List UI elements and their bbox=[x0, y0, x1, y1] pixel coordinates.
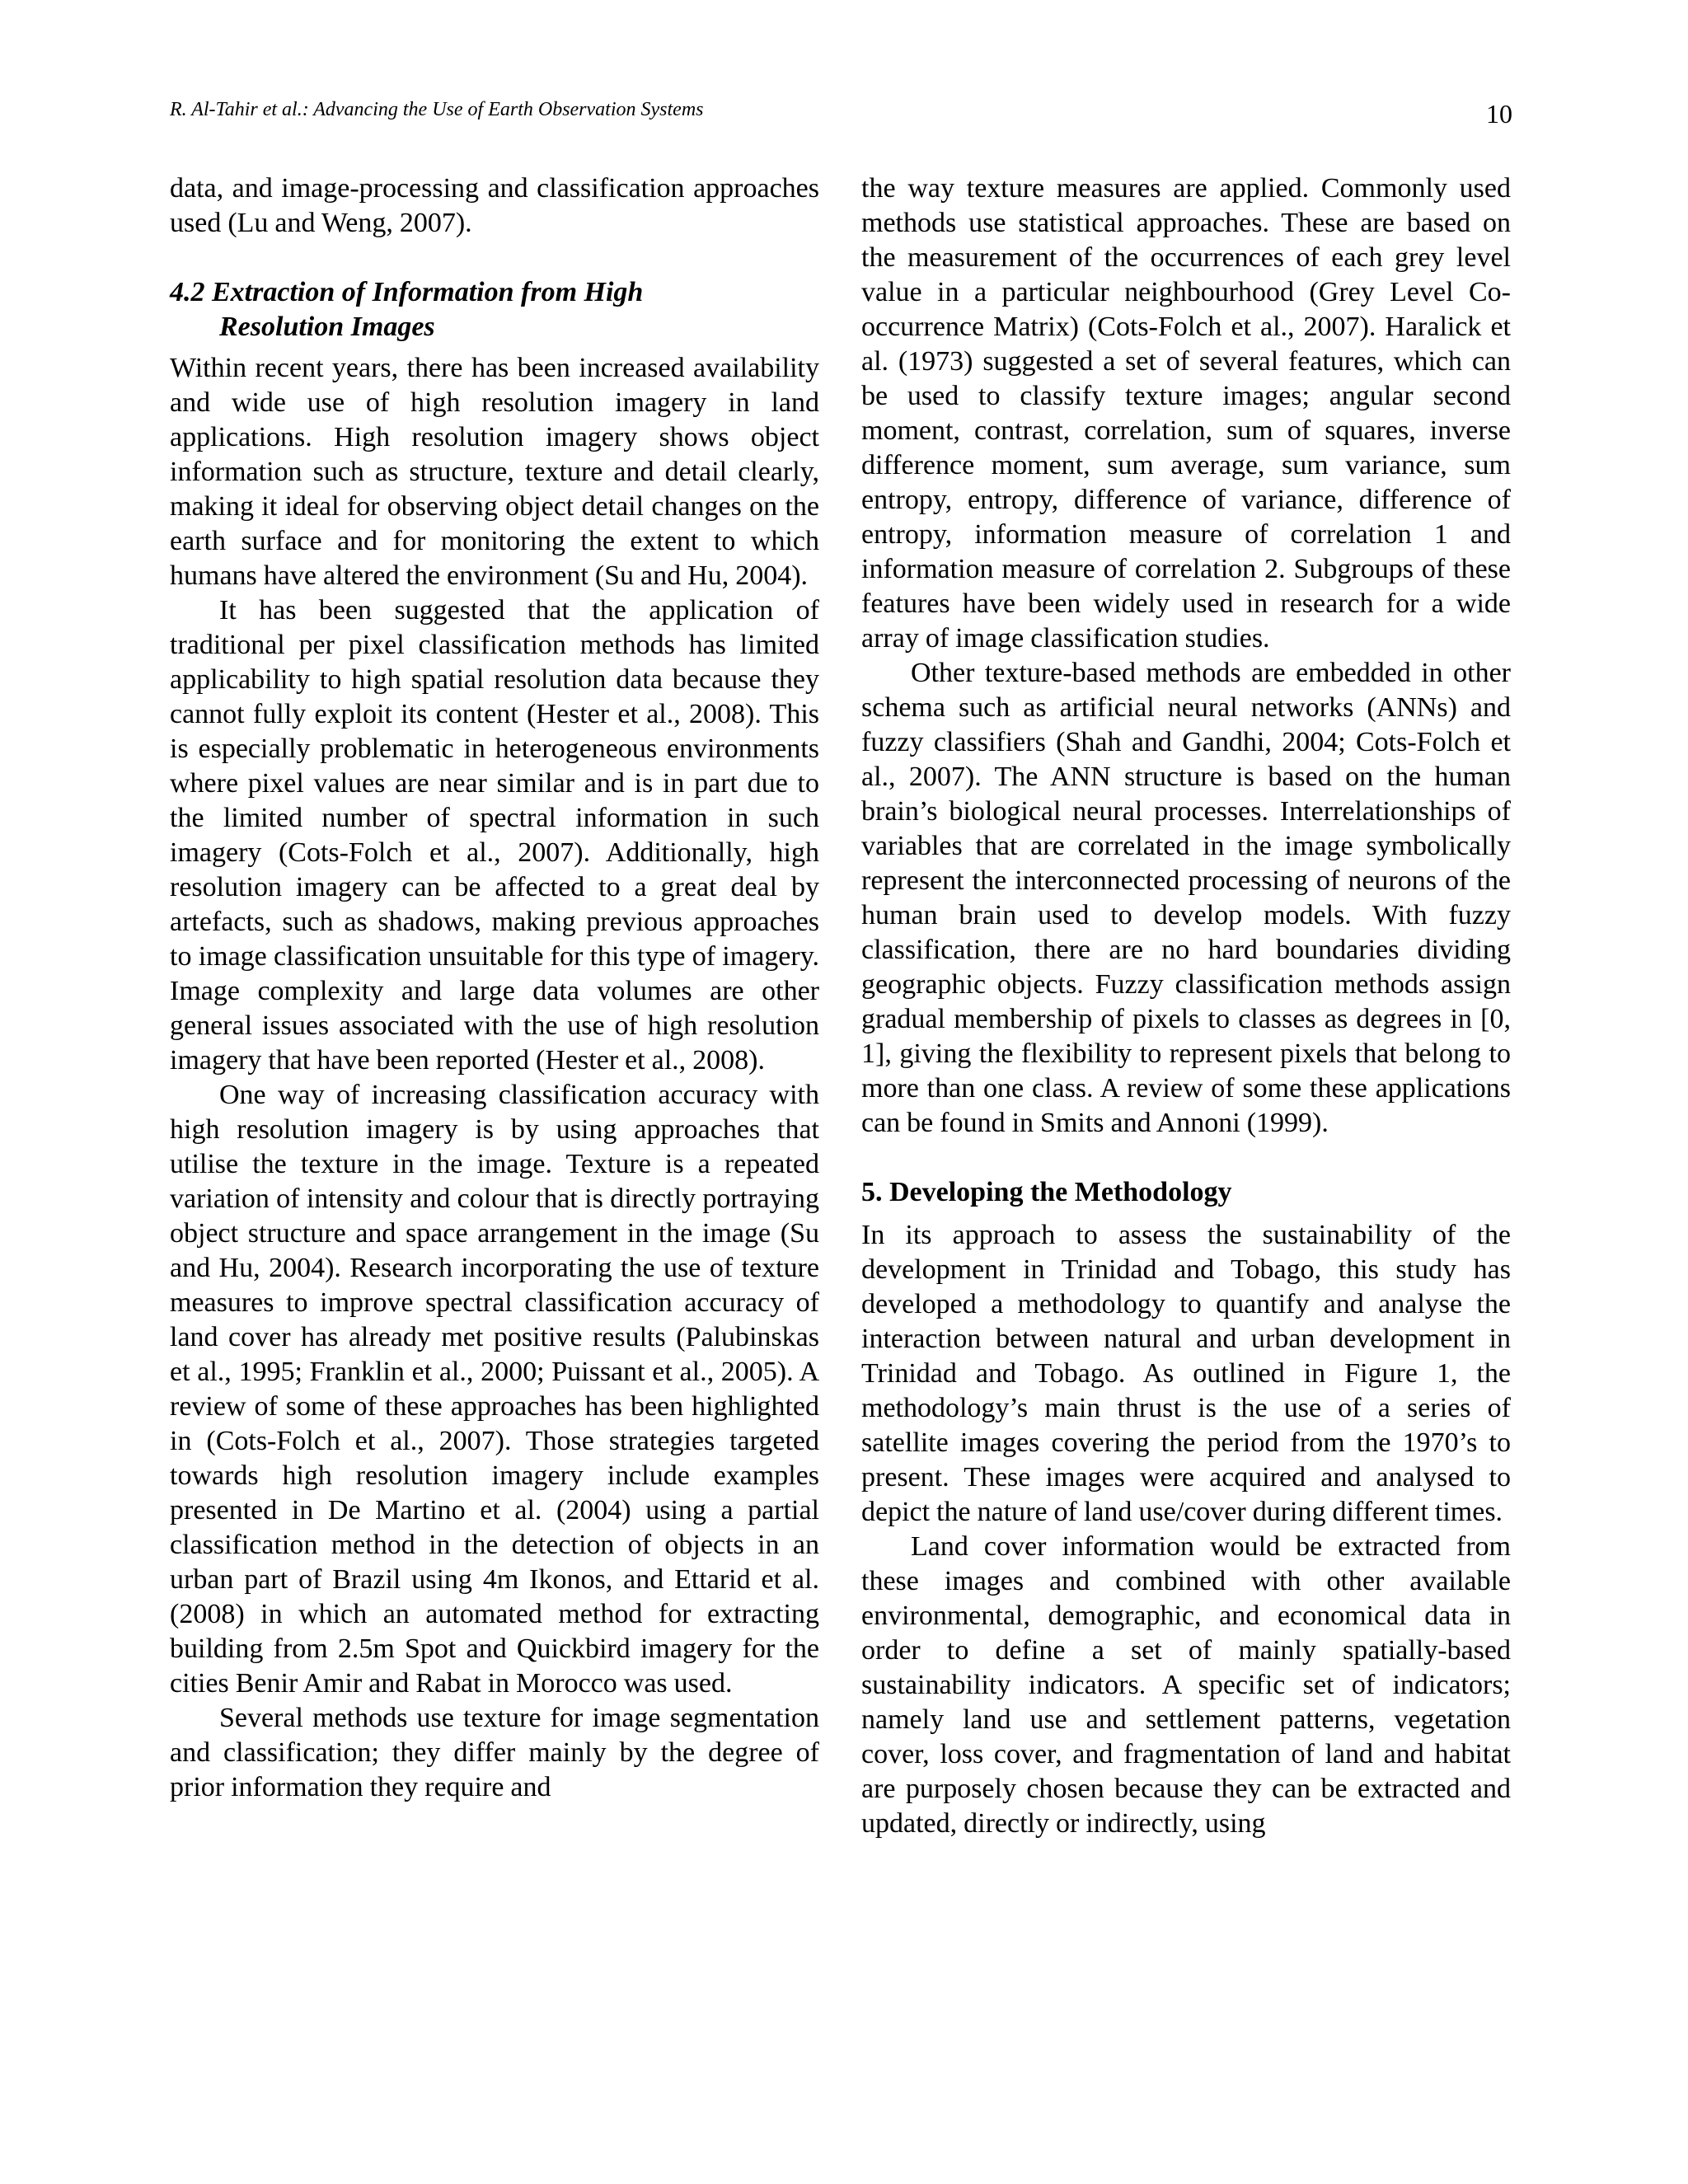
paragraph: One way of increasing classification accuracy with high resolution imagery is by using approaches that utilise the texture in the image. Texture is a repeated variation of intensity and colour that is directly portraying object structure and space arrangement in the image (Su and Hu, 2004). Research incorporating the use of texture measures to improve spectral classification accuracy of land cover has already met positive results (Palubinskas et al., 1995; Franklin et al., 2000; Puissant et al., 2005). A review of some of these approaches has been highlighted in (Cots-Folch et al., 2007). Those strategies targeted towards high resolution imagery include examples presented in De Martino et al. (2004) using a partial classification method in the detection of objects in an urban part of Brazil using 4m Ikonos, and Ettarid et al. (2008) in which an automated method for extracting building from 2.5m Spot and Quickbird imagery for the cities Benir Amir and Rabat in Morocco was used. bbox=[170, 1080, 819, 1699]
paragraph: In its approach to assess the sustainability of the development in Trinidad and Tobago, this study has developed a methodology to quantify and analyse the interaction between natural and urban development in Trinidad and Tobago. As outlined in Figure 1, the methodology’s main thrust is the use of a series of satellite images covering the period from the 1970’s to present. These images were acquired and analysed to depict the nature of land use/cover during different times. bbox=[861, 1220, 1511, 1527]
page-number: 10 bbox=[1486, 99, 1512, 129]
section-heading-4-2 bbox=[170, 275, 819, 344]
paragraph-continued: the way texture measures are applied. Commonly used methods use statistical approaches. These are based on the measurement of the occurrences of each grey level value in a particular neighbourhood (Grey Level Co-occurrence Matrix) (Cots-Folch et al., 2007). Haralick et al. (1973) suggested a set of several features, which can be used to classify texture images; angular second moment, contrast, correlation, sum of squares, inverse difference moment, sum average, sum variance, sum entropy, entropy, difference of variance, difference of entropy, information measure of correlation 1 and information measure of correlation 2. Subgroups of these features have been widely used in research for a wide array of image classification studies. bbox=[861, 173, 1511, 654]
paragraph-continued: data, and image-processing and classification approaches used (Lu and Weng, 2007). bbox=[170, 173, 819, 238]
section-heading-5: 5. Developing the Methodology bbox=[861, 1177, 1232, 1207]
section-heading-4-2-line1: 4.2 Extraction of Information from High bbox=[170, 277, 644, 307]
left-column bbox=[170, 171, 819, 1805]
right-column bbox=[861, 171, 1511, 1841]
running-head: R. Al-Tahir et al.: Advancing the Use of Earth Observation Systems bbox=[170, 99, 704, 120]
paragraph: Several methods use texture for image segmentation and classification; they differ mainly by the degree of prior information they require and bbox=[170, 1703, 819, 1802]
paragraph: Land cover information would be extracted from these images and combined with other available environmental, demographic, and economical data in order to define a set of mainly spatially-based sustainability indicators. A specific set of indicators; namely land use and settlement patterns, vegetation cover, loss cover, and fragmentation of land and habitat are purposely chosen because they can be extracted and updated, directly or indirectly, using bbox=[861, 1531, 1511, 1839]
section-heading-4-2-line2: Resolution Images bbox=[219, 312, 435, 342]
paragraph: Other texture-based methods are embedded in other schema such as artificial neural networks (ANNs) and fuzzy classifiers (Shah and Gandhi, 2004; Cots-Folch et al., 2007). The ANN structure is based on the human brain’s biological neural processes. Interrelationships of variables that are correlated in the image symbolically represent the interconnected processing of neurons of the human brain used to develop models. With fuzzy classification, there are no hard boundaries dividing geographic objects. Fuzzy classification methods assign gradual membership of pixels to classes as degrees in [0, 1], giving the flexibility to represent pixels that belong to more than one class. A review of some these applications can be found in Smits and Annoni (1999). bbox=[861, 658, 1511, 1138]
paragraph: It has been suggested that the application of traditional per pixel classification methods has limited applicability to high spatial resolution data because they cannot fully exploit its content (Hester et al., 2008). This is especially problematic in heterogeneous environments where pixel values are near similar and is in part due to the limited number of spectral information in such imagery (Cots-Folch et al., 2007). Additionally, high resolution imagery can be affected to a great deal by artefacts, such as shadows, making previous approaches to image classification unsuitable for this type of imagery. Image complexity and large data volumes are other general issues associated with the use of high resolution imagery that have been reported (Hester et al., 2008). bbox=[170, 595, 819, 1076]
paragraph: Within recent years, there has been increased availability and wide use of high resolution imagery in land applications. High resolution imagery shows object information such as structure, texture and detail clearly, making it ideal for observing object detail changes on the earth surface and for monitoring the extent to which humans have altered the environment (Su and Hu, 2004). bbox=[170, 353, 819, 591]
